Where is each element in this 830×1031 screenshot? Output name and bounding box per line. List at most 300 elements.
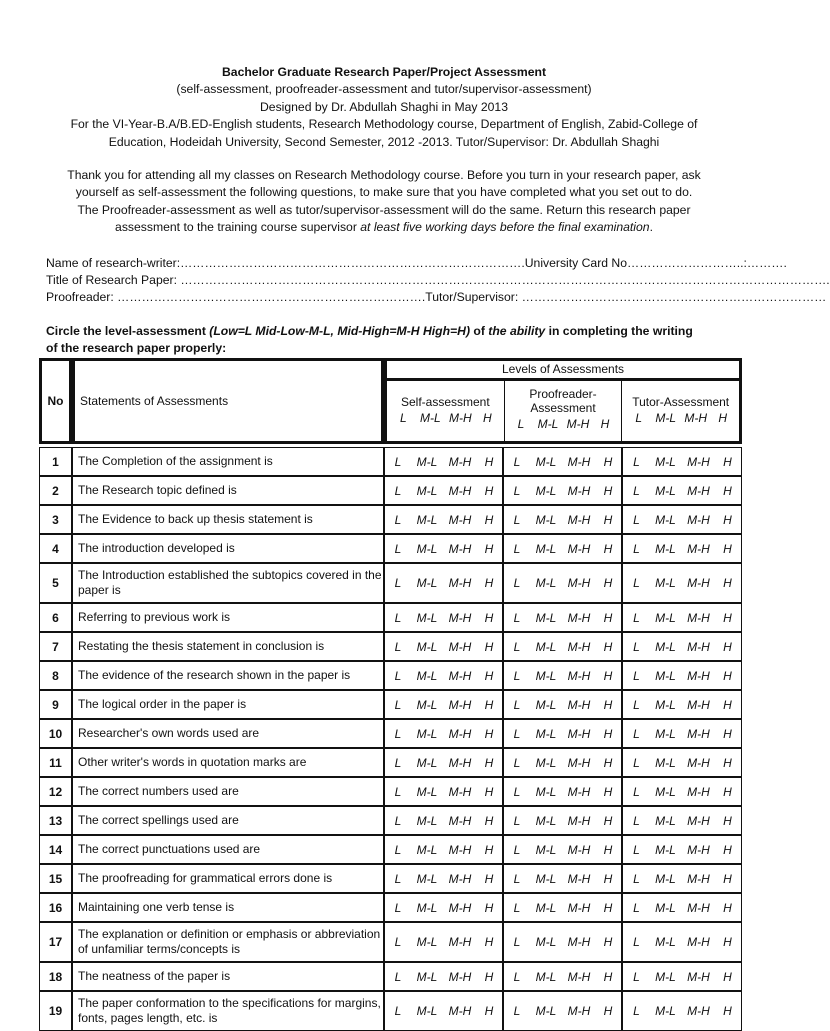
level-ml-option[interactable]: M-L: [655, 755, 676, 770]
level-ml-option[interactable]: M-L: [535, 871, 557, 886]
proofreader-assessment-options: [503, 603, 622, 632]
level-l-option[interactable]: L: [513, 726, 521, 741]
level-l-option[interactable]: L: [513, 512, 521, 527]
level-l-option[interactable]: L: [394, 784, 402, 799]
level-mh-option[interactable]: M-H: [567, 842, 591, 857]
level-l-option[interactable]: L: [394, 813, 402, 828]
level-l-option[interactable]: L: [633, 842, 640, 857]
level-mh-option[interactable]: M-H: [687, 871, 710, 886]
level-l-option[interactable]: L: [633, 784, 640, 799]
level-ml-option[interactable]: M-L: [416, 900, 438, 915]
level-l-option[interactable]: L: [513, 784, 521, 799]
level-l-option[interactable]: L: [394, 541, 402, 556]
level-mh-option[interactable]: M-H: [448, 541, 472, 556]
level-ml-option[interactable]: M-L: [416, 610, 438, 625]
level-h-option[interactable]: H: [723, 1004, 732, 1018]
card-fill-line[interactable]: ………………………..:……….: [627, 256, 787, 270]
level-mh-option[interactable]: M-H: [448, 969, 472, 984]
level-l-option[interactable]: L: [633, 697, 640, 712]
level-ml-option[interactable]: M-L: [535, 541, 557, 556]
level-ml-option[interactable]: M-L: [535, 755, 557, 770]
level-ml-option[interactable]: M-L: [655, 784, 676, 799]
level-ml-option[interactable]: M-L: [535, 969, 557, 984]
level-ml: M-L: [419, 411, 441, 425]
level-l-option[interactable]: L: [633, 668, 640, 683]
level-l-option[interactable]: L: [394, 576, 402, 590]
tutor-assessment-options: [622, 922, 742, 962]
level-ml-option[interactable]: M-L: [416, 842, 438, 857]
level-mh-option[interactable]: M-H: [567, 610, 591, 625]
level-ml-option[interactable]: M-L: [535, 610, 557, 625]
tutor-assessment-options: [622, 447, 742, 476]
level-h-option[interactable]: H: [603, 726, 613, 741]
tutor-fill-line[interactable]: …………………………………………………………………: [521, 290, 827, 305]
level-l-option[interactable]: L: [633, 813, 640, 828]
level-h-option[interactable]: H: [603, 668, 613, 683]
level-l-option[interactable]: L: [513, 454, 521, 469]
level-ml-option[interactable]: M-L: [535, 935, 557, 949]
level-ml-option[interactable]: M-L: [535, 813, 557, 828]
level-l-option[interactable]: L: [633, 726, 640, 741]
level-mh-option[interactable]: M-H: [687, 610, 710, 625]
level-mh-option[interactable]: M-H: [448, 755, 472, 770]
document-title: Bachelor Graduate Research Paper/Project Assessment: [221, 65, 547, 79]
level-ml-option[interactable]: M-L: [416, 871, 438, 886]
level-ml-option[interactable]: M-L: [655, 969, 676, 984]
row-statement: Researcher's own words used are: [72, 719, 384, 748]
level-mh-option[interactable]: M-H: [567, 813, 591, 828]
level-mh-option[interactable]: M-H: [448, 576, 472, 590]
level-h-option[interactable]: H: [603, 935, 613, 949]
level-h-option[interactable]: H: [723, 483, 732, 498]
row-number: 9: [39, 690, 72, 719]
level-mh-option[interactable]: M-H: [448, 1004, 472, 1018]
level-mh-option[interactable]: M-H: [687, 900, 710, 915]
level-ml-option[interactable]: M-L: [655, 576, 676, 590]
level-ml-option[interactable]: M-L: [655, 842, 676, 857]
level-mh-option[interactable]: M-H: [687, 842, 710, 857]
table-row: [39, 748, 742, 777]
level-l-option[interactable]: L: [513, 842, 521, 857]
level-h-option[interactable]: H: [723, 755, 732, 770]
level-mh-option[interactable]: M-H: [687, 483, 710, 498]
level-ml-option[interactable]: M-L: [535, 900, 557, 915]
level-h-option[interactable]: H: [723, 842, 732, 857]
table-row: [39, 447, 742, 476]
row-statement: The Introduction established the subtopics covered in the paper is: [72, 563, 384, 603]
level-l-option[interactable]: L: [633, 969, 640, 984]
level-mh-option[interactable]: M-H: [448, 454, 472, 469]
proofreader-assessment-options: [503, 893, 622, 922]
level-mh-option[interactable]: M-H: [448, 668, 472, 683]
level-l-option[interactable]: L: [513, 935, 521, 949]
level-mh-option[interactable]: M-H: [567, 935, 591, 949]
level-mh-option[interactable]: M-H: [567, 755, 591, 770]
level-h-option[interactable]: H: [603, 969, 613, 984]
level-ml-option[interactable]: M-L: [416, 1004, 438, 1018]
intro-deadline: at least five working days before the final examination: [360, 220, 650, 235]
title-label: Title of Research Paper: [46, 273, 174, 288]
intro-line: [40, 219, 728, 236]
proofreader-assessment-options: [503, 922, 622, 962]
level-ml-option[interactable]: M-L: [416, 726, 438, 741]
self-assessment-options: [384, 447, 503, 476]
level-l-option[interactable]: L: [513, 697, 521, 712]
level-l-option[interactable]: L: [513, 483, 521, 498]
level-mh-option[interactable]: M-H: [567, 969, 591, 984]
row-statement: The correct punctuations used are: [72, 835, 384, 864]
level-h-option[interactable]: H: [603, 900, 613, 915]
level-l-option[interactable]: L: [394, 512, 402, 527]
level-ml-option[interactable]: M-L: [655, 668, 676, 683]
level-l-option[interactable]: L: [513, 755, 521, 770]
tutor-assessment-options: [622, 991, 742, 1031]
level-h-option[interactable]: H: [603, 576, 613, 590]
row-number: 19: [39, 991, 72, 1031]
level-mh-option[interactable]: M-H: [567, 784, 591, 799]
level-mh-option[interactable]: M-H: [567, 1004, 591, 1018]
level-l-option[interactable]: L: [633, 755, 640, 770]
level-ml-option[interactable]: M-L: [655, 512, 676, 527]
level-l-option[interactable]: L: [633, 541, 640, 556]
level-h-option[interactable]: H: [484, 871, 494, 886]
level-mh-option[interactable]: M-H: [567, 454, 591, 469]
level-l-option[interactable]: L: [513, 668, 521, 683]
level-l-option[interactable]: L: [394, 900, 402, 915]
self-assessment-options: [384, 806, 503, 835]
level-ml: M-L: [537, 417, 559, 431]
level-h-option[interactable]: H: [603, 784, 613, 799]
level-h-option[interactable]: H: [723, 969, 732, 984]
proofreader-assessment-options: [503, 534, 622, 563]
level-l-option[interactable]: L: [633, 1004, 640, 1018]
row-number: 10: [39, 719, 72, 748]
tutor-assessment-options: [622, 632, 742, 661]
tutor-assessment-options: [622, 661, 742, 690]
level-h-option[interactable]: H: [603, 755, 613, 770]
level-h-option[interactable]: H: [723, 813, 732, 828]
level-ml-option[interactable]: M-L: [535, 784, 557, 799]
level-h-option[interactable]: H: [603, 813, 613, 828]
level-mh-option[interactable]: M-H: [687, 813, 710, 828]
level-mh-option[interactable]: M-H: [448, 639, 472, 654]
level-mh-option[interactable]: M-H: [687, 1004, 710, 1018]
level-mh-option[interactable]: M-H: [448, 900, 472, 915]
level-mh-option[interactable]: M-H: [687, 969, 710, 984]
self-assessment-options: [384, 864, 503, 893]
proofreader-assessment-options: [503, 835, 622, 864]
level-h-option[interactable]: H: [484, 784, 494, 799]
level-h-option[interactable]: H: [723, 512, 732, 527]
title-fill-line[interactable]: : …………………………………………………………………………………………………………………………………………….: [173, 273, 830, 288]
level-mh-option[interactable]: M-H: [687, 668, 710, 683]
level-ml-option[interactable]: M-L: [655, 639, 676, 654]
level-h-option[interactable]: H: [484, 541, 494, 556]
level-ml-option[interactable]: M-L: [416, 668, 438, 683]
level-h-option[interactable]: H: [484, 842, 494, 857]
level-mh-option[interactable]: M-H: [448, 610, 472, 625]
level-l-option[interactable]: L: [513, 1004, 521, 1018]
level-l-option[interactable]: L: [394, 871, 402, 886]
self-assessment-options: [384, 505, 503, 534]
header-course-line-1: For the VI-Year-B.A/B.ED-English students, Research Methodology course, Department of English, Zabid-College of: [70, 117, 698, 132]
level-ml-option[interactable]: M-L: [535, 842, 557, 857]
level-h-option[interactable]: H: [484, 1004, 494, 1018]
row-statement: The correct spellings used are: [72, 806, 384, 835]
row-statement: The correct numbers used are: [72, 777, 384, 806]
level-h-option[interactable]: H: [723, 639, 732, 654]
level-h-option[interactable]: H: [723, 871, 732, 886]
level-h-option[interactable]: H: [723, 668, 732, 683]
level-l-option[interactable]: L: [394, 969, 402, 984]
level-l-option[interactable]: L: [394, 454, 402, 469]
level-l-option[interactable]: L: [513, 610, 521, 625]
level-h-option[interactable]: H: [603, 610, 613, 625]
level-h-option[interactable]: H: [484, 483, 494, 498]
level-h-option[interactable]: H: [484, 697, 494, 712]
level-ml-option[interactable]: M-L: [535, 576, 557, 590]
level-l-option[interactable]: L: [633, 454, 640, 469]
level-l-option[interactable]: L: [513, 576, 521, 590]
table-header-row: [39, 358, 742, 444]
level-ml-option[interactable]: M-L: [655, 871, 676, 886]
table-row: [39, 806, 742, 835]
level-l-option[interactable]: L: [513, 871, 521, 886]
proofreader-fill-line[interactable]: ………………………………………………………………….: [117, 290, 426, 305]
level-h-option[interactable]: H: [484, 668, 494, 683]
level-l-option[interactable]: L: [394, 668, 402, 683]
row-number: 6: [39, 603, 72, 632]
level-ml-option[interactable]: M-L: [655, 483, 676, 498]
level-h-option[interactable]: H: [723, 541, 732, 556]
self-assessment-options: [384, 893, 503, 922]
level-ml-option[interactable]: M-L: [416, 935, 438, 949]
level-h-option[interactable]: H: [603, 697, 613, 712]
level-ml-option[interactable]: M-L: [535, 726, 557, 741]
level-mh-option[interactable]: M-H: [567, 871, 591, 886]
level-mh-option[interactable]: M-H: [448, 784, 472, 799]
level-h-option[interactable]: H: [484, 755, 494, 770]
level-l-option[interactable]: L: [394, 697, 402, 712]
level-l-option[interactable]: L: [633, 483, 640, 498]
level-mh-option[interactable]: M-H: [687, 755, 710, 770]
level-l-option[interactable]: L: [633, 900, 640, 915]
level-h-option[interactable]: H: [603, 639, 613, 654]
level-h-option[interactable]: H: [603, 871, 613, 886]
level-ml-option[interactable]: M-L: [535, 483, 557, 498]
level-l-option[interactable]: L: [394, 755, 402, 770]
level-l-option[interactable]: L: [513, 900, 521, 915]
level-l-option[interactable]: L: [633, 512, 640, 527]
col-statement-header: Statements of Assessments: [72, 358, 384, 444]
level-ml-option[interactable]: M-L: [416, 639, 438, 654]
level-l-option[interactable]: L: [633, 576, 640, 590]
level-h-option[interactable]: H: [484, 576, 494, 590]
level-h-option[interactable]: H: [484, 610, 494, 625]
level-l-option[interactable]: L: [513, 813, 521, 828]
level-h-option[interactable]: H: [603, 512, 613, 527]
level-l-option[interactable]: L: [513, 969, 521, 984]
level-h: H: [718, 411, 727, 425]
level-l-option[interactable]: L: [394, 1004, 402, 1018]
level-mh: M-H: [684, 411, 707, 425]
level-mh-option[interactable]: M-H: [687, 576, 710, 590]
level-l-option[interactable]: L: [394, 610, 402, 625]
row-number: 11: [39, 748, 72, 777]
level-mh-option[interactable]: M-H: [448, 871, 472, 886]
proofreader-assessment-options: [503, 864, 622, 893]
level-mh-option[interactable]: M-H: [448, 512, 472, 527]
level-mh-option[interactable]: M-H: [567, 576, 591, 590]
level-mh-option[interactable]: M-H: [687, 454, 710, 469]
level-mh-option[interactable]: M-H: [687, 726, 710, 741]
self-assessment-options: [384, 748, 503, 777]
level-ml-option[interactable]: M-L: [655, 697, 676, 712]
level-h-option[interactable]: H: [484, 726, 494, 741]
level-ml-option[interactable]: M-L: [416, 784, 438, 799]
level-l-option[interactable]: L: [394, 483, 402, 498]
level-l-option[interactable]: L: [633, 610, 640, 625]
level-mh-option[interactable]: M-H: [687, 697, 710, 712]
table-row: [39, 603, 742, 632]
level-ml-option[interactable]: M-L: [655, 610, 676, 625]
proofreader-assessment-options: [503, 505, 622, 534]
level-mh-option[interactable]: M-H: [567, 726, 591, 741]
level-mh-option[interactable]: M-H: [448, 726, 472, 741]
self-assessment-options: [384, 632, 503, 661]
row-statement: Other writer's words in quotation marks are: [72, 748, 384, 777]
self-assessment-options: [384, 476, 503, 505]
self-assessment-label: Self-assessment: [400, 395, 490, 409]
level-ml-option[interactable]: M-L: [416, 697, 438, 712]
level-ml-option[interactable]: M-L: [416, 813, 438, 828]
level-ml-option[interactable]: M-L: [416, 969, 438, 984]
levels-header: [384, 358, 742, 444]
level-l-option[interactable]: L: [394, 935, 402, 949]
proofreader-assessment-options: [503, 719, 622, 748]
level-h-option[interactable]: H: [723, 610, 732, 625]
name-label: Name of research-writer:: [46, 256, 181, 270]
level-mh-option[interactable]: M-H: [448, 935, 472, 949]
level-l-option[interactable]: L: [513, 639, 521, 654]
row-number: 18: [39, 962, 72, 991]
level-ml-option[interactable]: M-L: [655, 813, 676, 828]
level-h-option[interactable]: H: [723, 784, 732, 799]
level-mh-option[interactable]: M-H: [567, 541, 591, 556]
proofreader-assessment-options: [503, 806, 622, 835]
level-mh-option[interactable]: M-H: [687, 512, 710, 527]
level-mh-option[interactable]: M-H: [448, 813, 472, 828]
level-h-option[interactable]: H: [603, 483, 613, 498]
level-mh-option[interactable]: M-H: [567, 697, 591, 712]
level-mh-option[interactable]: M-H: [687, 639, 710, 654]
level-h-option[interactable]: H: [484, 454, 494, 469]
level-mh-option[interactable]: M-H: [448, 483, 472, 498]
level-mh-option[interactable]: M-H: [567, 900, 591, 915]
level-h-option[interactable]: H: [484, 969, 494, 984]
level-l-option[interactable]: L: [394, 726, 402, 741]
level-ml-option[interactable]: M-L: [416, 512, 438, 527]
level-h-option[interactable]: H: [723, 726, 732, 741]
tutor-assessment-options: [622, 962, 742, 991]
level-mh-option[interactable]: M-H: [567, 483, 591, 498]
level-ml-option[interactable]: M-L: [416, 541, 438, 556]
level-mh-option[interactable]: M-H: [687, 541, 710, 556]
col-no-header: No: [39, 358, 72, 444]
level-h-option[interactable]: H: [484, 935, 494, 949]
level-h-option[interactable]: H: [603, 541, 613, 556]
level-h-option[interactable]: H: [484, 813, 494, 828]
level-mh: M-H: [566, 417, 590, 431]
level-ml-option[interactable]: M-L: [416, 454, 438, 469]
level-ml-option[interactable]: M-L: [535, 697, 557, 712]
name-fill-line[interactable]: ………………………………………………………………………….: [180, 256, 525, 270]
level-l-option[interactable]: L: [633, 935, 640, 949]
level-l-option[interactable]: L: [394, 639, 402, 654]
tutor-assessment-options: [622, 563, 742, 603]
level-h-option[interactable]: H: [603, 842, 613, 857]
level-h-option[interactable]: H: [723, 697, 732, 712]
level-mh-option[interactable]: M-H: [567, 639, 591, 654]
level-mh-option[interactable]: M-H: [567, 668, 591, 683]
level-ml-option[interactable]: M-L: [535, 454, 557, 469]
row-statement: The Evidence to back up thesis statement is: [72, 505, 384, 534]
level-mh-option[interactable]: M-H: [687, 935, 710, 949]
level-h-option[interactable]: H: [723, 576, 732, 590]
level-ml-option[interactable]: M-L: [535, 668, 557, 683]
level-ml-option[interactable]: M-L: [655, 1004, 676, 1018]
level-ml-option[interactable]: M-L: [655, 726, 676, 741]
row-statement: The Research topic defined is: [72, 476, 384, 505]
level-ml-option[interactable]: M-L: [655, 935, 676, 949]
level-mh-option[interactable]: M-H: [567, 512, 591, 527]
level-ml-option[interactable]: M-L: [535, 512, 557, 527]
level-h-option[interactable]: H: [484, 639, 494, 654]
level-h-option[interactable]: H: [603, 454, 613, 469]
level-labels: [387, 411, 504, 425]
level-l-option[interactable]: L: [633, 639, 640, 654]
info-fields: [46, 255, 830, 307]
level-ml-option[interactable]: M-L: [416, 755, 438, 770]
level-ml-option[interactable]: M-L: [535, 639, 557, 654]
intro-text: assessment to the training course supervisor: [115, 220, 361, 235]
row-statement: The Completion of the assignment is: [72, 447, 384, 476]
level-mh-option[interactable]: M-H: [687, 784, 710, 799]
level-h-option[interactable]: H: [723, 454, 732, 469]
tutor-assessment-header: [621, 381, 739, 441]
level-ml-option[interactable]: M-L: [416, 576, 438, 590]
level-l-option[interactable]: L: [633, 871, 640, 886]
level-ml-option[interactable]: M-L: [655, 541, 676, 556]
level-ml-option[interactable]: M-L: [416, 483, 438, 498]
level-l-option[interactable]: L: [394, 842, 402, 857]
level-h-option[interactable]: H: [484, 512, 494, 527]
level-h-option[interactable]: H: [723, 935, 732, 949]
row-statement: The logical order in the paper is: [72, 690, 384, 719]
level-ml-option[interactable]: M-L: [655, 454, 676, 469]
level-ml-option[interactable]: M-L: [535, 1004, 557, 1018]
self-assessment-options: [384, 563, 503, 603]
table-row: [39, 505, 742, 534]
level-ml-option[interactable]: M-L: [655, 900, 676, 915]
level-l-option[interactable]: L: [513, 541, 521, 556]
header-course-line-2: Education, Hodeidah University, Second Semester, 2012 -2013. Tutor/Supervisor: Dr. Abdullah Shaghi: [108, 134, 660, 149]
level-h-option[interactable]: H: [484, 900, 494, 915]
level-mh-option[interactable]: M-H: [448, 697, 472, 712]
level-h-option[interactable]: H: [723, 900, 732, 915]
level-mh-option[interactable]: M-H: [448, 842, 472, 857]
level-h-option[interactable]: H: [603, 1004, 613, 1018]
